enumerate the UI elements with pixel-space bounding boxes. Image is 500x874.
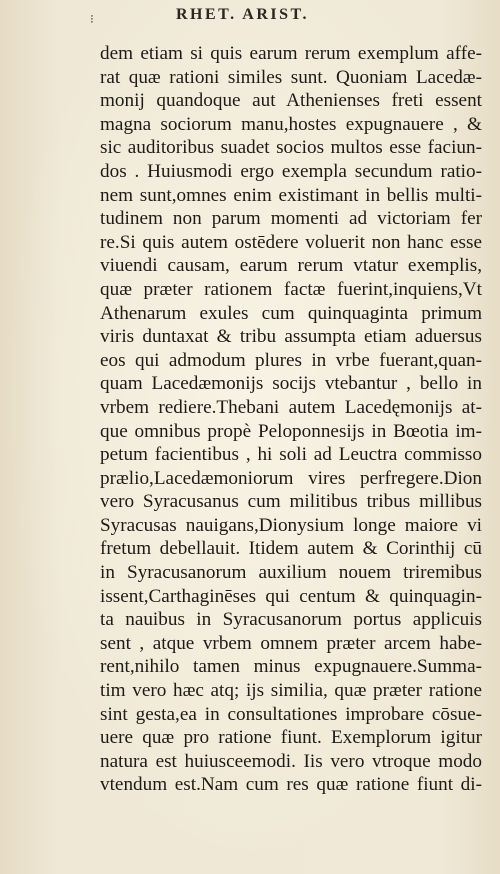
- text-line: vrbem rediere.Thebani autem Lacedęmonijs at-: [100, 396, 482, 418]
- text-line: dos . Huiusmodi ergo exempla secundum ratio-: [100, 160, 482, 182]
- text-line: sic auditoribus suadet socios multos esse faciun-: [100, 137, 482, 159]
- text-line: tudinem non parum momenti ad victoriam fer: [100, 208, 482, 230]
- text-line: rat quæ rationi similes sunt. Quoniam Lacedæ-: [100, 66, 482, 88]
- text-line: sint gesta,ea in consultationes improbare cōsue-: [100, 703, 482, 725]
- text-line: magna sociorum manu,hostes expugnauere , &: [100, 113, 482, 135]
- text-line: vtendum est.Nam cum res quæ ratione fiunt di-: [100, 774, 482, 796]
- text-line: in Syracusanorum auxilium nouem triremibus: [100, 562, 482, 584]
- running-head: RHET. ARIST.: [176, 6, 309, 23]
- text-line: tim vero hæc atq; ijs similia, quæ præter ratione: [100, 680, 482, 702]
- text-line: uere quæ pro ratione fiunt. Exemplorum igitur: [100, 727, 482, 749]
- text-line: ta nauibus in Syracusanorum portus applicuis: [100, 609, 482, 631]
- text-line: dem etiam si quis earum rerum exemplum affe-: [100, 43, 482, 64]
- text-line: petum facientibus , hi soli ad Leuctra commisso: [100, 444, 482, 466]
- text-line: re.Si quis autem ostēdere voluerit non hanc esse: [100, 231, 482, 253]
- text-line: issent,Carthaginēses qui centum & quinquagin-: [100, 585, 482, 607]
- text-line: viris duntaxat & tribu assumpta etiam aduersus: [100, 326, 482, 348]
- text-line: eos qui admodum plures in vrbe fuerant,quan-: [100, 349, 482, 371]
- body-text: [100, 42, 482, 797]
- text-line: fretum debellauit. Itidem autem & Corinthij cū: [100, 538, 482, 560]
- text-line: quæ præter rationem factæ fuerint,inquiens,Vt: [100, 278, 482, 300]
- text-line: viuendi causam, earum rerum vtatur exemplis,: [100, 255, 482, 277]
- text-line: Syracusas nauigans,Dionysium longe maiore vi: [100, 514, 482, 536]
- text-line: vero Syracusanus cum militibus tribus millibus: [100, 491, 482, 513]
- text-line: rent,nihilo tamen minus expugnauere.Summa-: [100, 656, 482, 678]
- margin-mark: ⁝: [90, 12, 94, 26]
- text-line: monij quandoque aut Athenienses freti essent: [100, 90, 482, 112]
- text-line: nem sunt,omnes enim existimant in bellis multi-: [100, 184, 482, 206]
- text-line: natura est huiusceemodi. Iis vero vtroque modo: [100, 750, 482, 772]
- text-line: quam Lacedæmonijs socijs vtebantur , bello in: [100, 373, 482, 395]
- text-line: que omnibus propè Peloponnesijs in Bœotia im-: [100, 420, 482, 442]
- text-line: sent , atque vrbem omnem præter arcem habe-: [100, 632, 482, 654]
- text-line: Athenarum exules cum quinquaginta primum: [100, 302, 482, 324]
- text-line: prælio,Lacedæmoniorum vires perfregere.Dion: [100, 467, 482, 489]
